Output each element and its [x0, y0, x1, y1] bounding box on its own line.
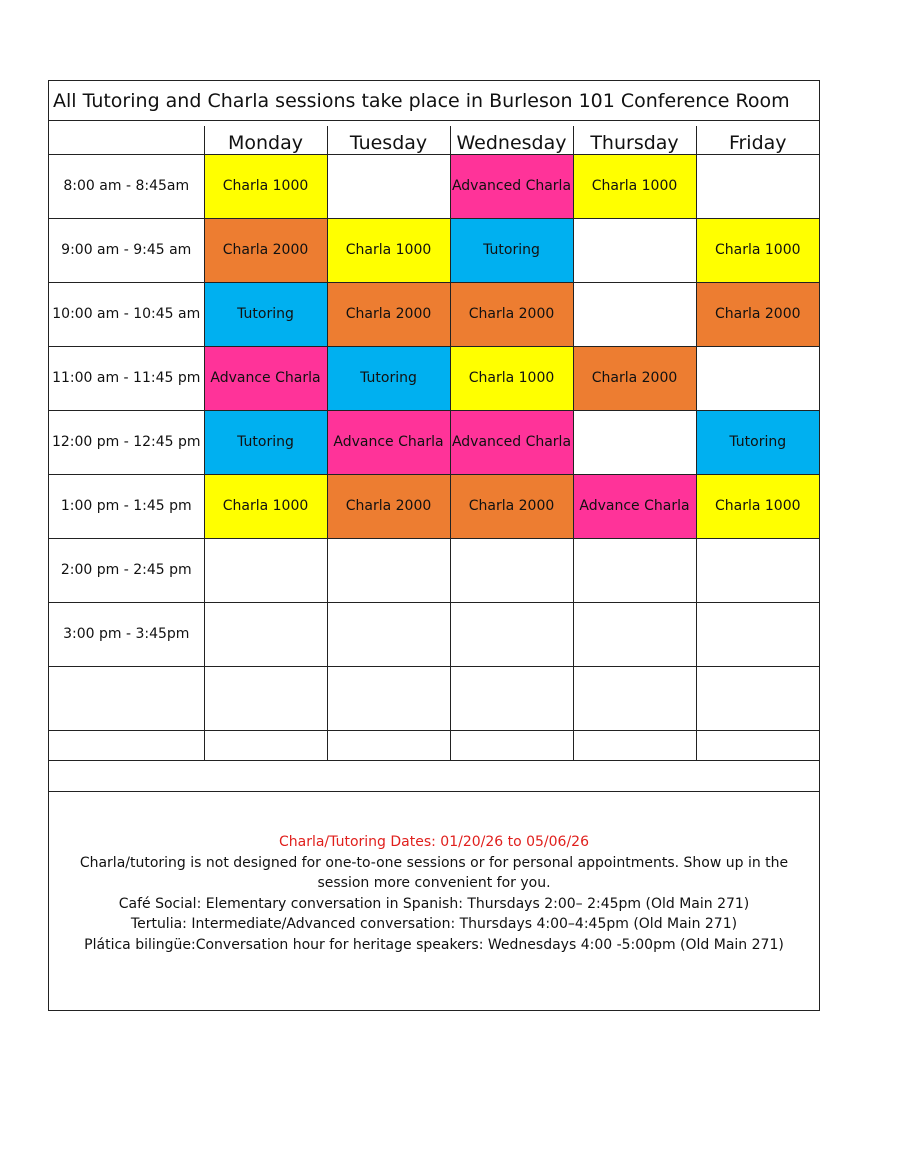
session-cell-thursday [573, 538, 696, 602]
session-cell-tuesday [327, 538, 450, 602]
session-cell-friday: Charla 2000 [696, 282, 819, 346]
session-cell-monday [204, 730, 327, 760]
session-cell-wednesday: Charla 1000 [450, 346, 573, 410]
header-friday: Friday [696, 126, 819, 154]
day-header-row [49, 126, 819, 154]
session-cell-monday: Charla 1000 [204, 474, 327, 538]
time-label: 12:00 pm - 12:45 pm [49, 410, 204, 474]
session-cell-thursday [573, 282, 696, 346]
session-cell-tuesday: Charla 2000 [327, 474, 450, 538]
session-cell-thursday: Charla 1000 [573, 154, 696, 218]
session-cell-tuesday: Charla 1000 [327, 218, 450, 282]
session-cell-friday [696, 346, 819, 410]
section-divider [49, 791, 819, 792]
session-cell-tuesday [327, 154, 450, 218]
time-slot-row [49, 538, 819, 602]
session-cell-thursday [573, 730, 696, 760]
time-label [49, 730, 204, 760]
session-cell-tuesday: Tutoring [327, 346, 450, 410]
session-cell-friday [696, 154, 819, 218]
session-cell-monday: Tutoring [204, 282, 327, 346]
schedule-table [49, 126, 819, 761]
notes-section [49, 832, 819, 955]
time-label: 10:00 am - 10:45 am [49, 282, 204, 346]
session-cell-wednesday [450, 666, 573, 730]
session-cell-monday: Advance Charla [204, 346, 327, 410]
session-cell-tuesday [327, 602, 450, 666]
session-dates: Charla/Tutoring Dates: 01/20/26 to 05/06/26 [278, 834, 589, 850]
time-slot-row [49, 730, 819, 760]
session-cell-wednesday: Advanced Charla [450, 154, 573, 218]
time-slot-row [49, 666, 819, 730]
time-label: 8:00 am - 8:45am [49, 154, 204, 218]
time-slot-row [49, 346, 819, 410]
session-cell-monday [204, 538, 327, 602]
header-tuesday: Tuesday [327, 126, 450, 154]
notes-line-2: Café Social: Elementary conversation in Spanish: Thursdays 2:00– 2:45pm (Old Main 271) [118, 895, 750, 912]
title-divider [49, 120, 819, 121]
session-cell-wednesday: Tutoring [450, 218, 573, 282]
session-cell-friday [696, 602, 819, 666]
session-cell-friday: Charla 1000 [696, 218, 819, 282]
time-label: 2:00 pm - 2:45 pm [49, 538, 204, 602]
session-cell-thursday: Advance Charla [573, 474, 696, 538]
session-cell-friday [696, 730, 819, 760]
session-cell-thursday: Charla 2000 [573, 346, 696, 410]
notes-line-1: Charla/tutoring is not designed for one-to-one sessions or for personal appointments. Show up in the session more convenient for you. [79, 854, 789, 891]
time-label: 9:00 am - 9:45 am [49, 218, 204, 282]
session-cell-monday: Tutoring [204, 410, 327, 474]
session-cell-tuesday [327, 666, 450, 730]
session-cell-friday: Tutoring [696, 410, 819, 474]
time-label: 1:00 pm - 1:45 pm [49, 474, 204, 538]
header-corner [49, 126, 204, 154]
time-slot-row [49, 474, 819, 538]
session-cell-wednesday: Charla 2000 [450, 474, 573, 538]
time-slot-row [49, 410, 819, 474]
time-slot-row [49, 154, 819, 218]
time-label [49, 666, 204, 730]
session-cell-wednesday: Charla 2000 [450, 282, 573, 346]
time-slot-row [49, 282, 819, 346]
session-cell-monday [204, 602, 327, 666]
session-cell-wednesday: Advanced Charla [450, 410, 573, 474]
session-cell-friday: Charla 1000 [696, 474, 819, 538]
session-cell-thursday [573, 218, 696, 282]
session-cell-monday [204, 666, 327, 730]
page-title: All Tutoring and Charla sessions take place in Burleson 101 Conference Room [49, 81, 819, 121]
session-cell-friday [696, 538, 819, 602]
session-cell-thursday [573, 410, 696, 474]
notes-line-3: Tertulia: Intermediate/Advanced conversation: Thursdays 4:00–4:45pm (Old Main 271) [130, 916, 738, 932]
header-thursday: Thursday [573, 126, 696, 154]
header-wednesday: Wednesday [450, 126, 573, 154]
notes-line-4: Plática bilingüe:Conversation hour for heritage speakers: Wednesdays 4:00 -5:00pm (Old Main 271) [84, 936, 784, 953]
time-label: 11:00 am - 11:45 pm [49, 346, 204, 410]
session-cell-thursday [573, 602, 696, 666]
session-cell-thursday [573, 666, 696, 730]
session-cell-monday: Charla 2000 [204, 218, 327, 282]
session-cell-monday: Charla 1000 [204, 154, 327, 218]
schedule-sheet [48, 80, 820, 1011]
session-cell-tuesday: Advance Charla [327, 410, 450, 474]
session-cell-tuesday [327, 730, 450, 760]
session-cell-wednesday [450, 538, 573, 602]
time-slot-row [49, 218, 819, 282]
session-cell-friday [696, 666, 819, 730]
session-cell-wednesday [450, 730, 573, 760]
time-label: 3:00 pm - 3:45pm [49, 602, 204, 666]
session-cell-tuesday: Charla 2000 [327, 282, 450, 346]
session-cell-wednesday [450, 602, 573, 666]
time-slot-row [49, 602, 819, 666]
header-monday: Monday [204, 126, 327, 154]
